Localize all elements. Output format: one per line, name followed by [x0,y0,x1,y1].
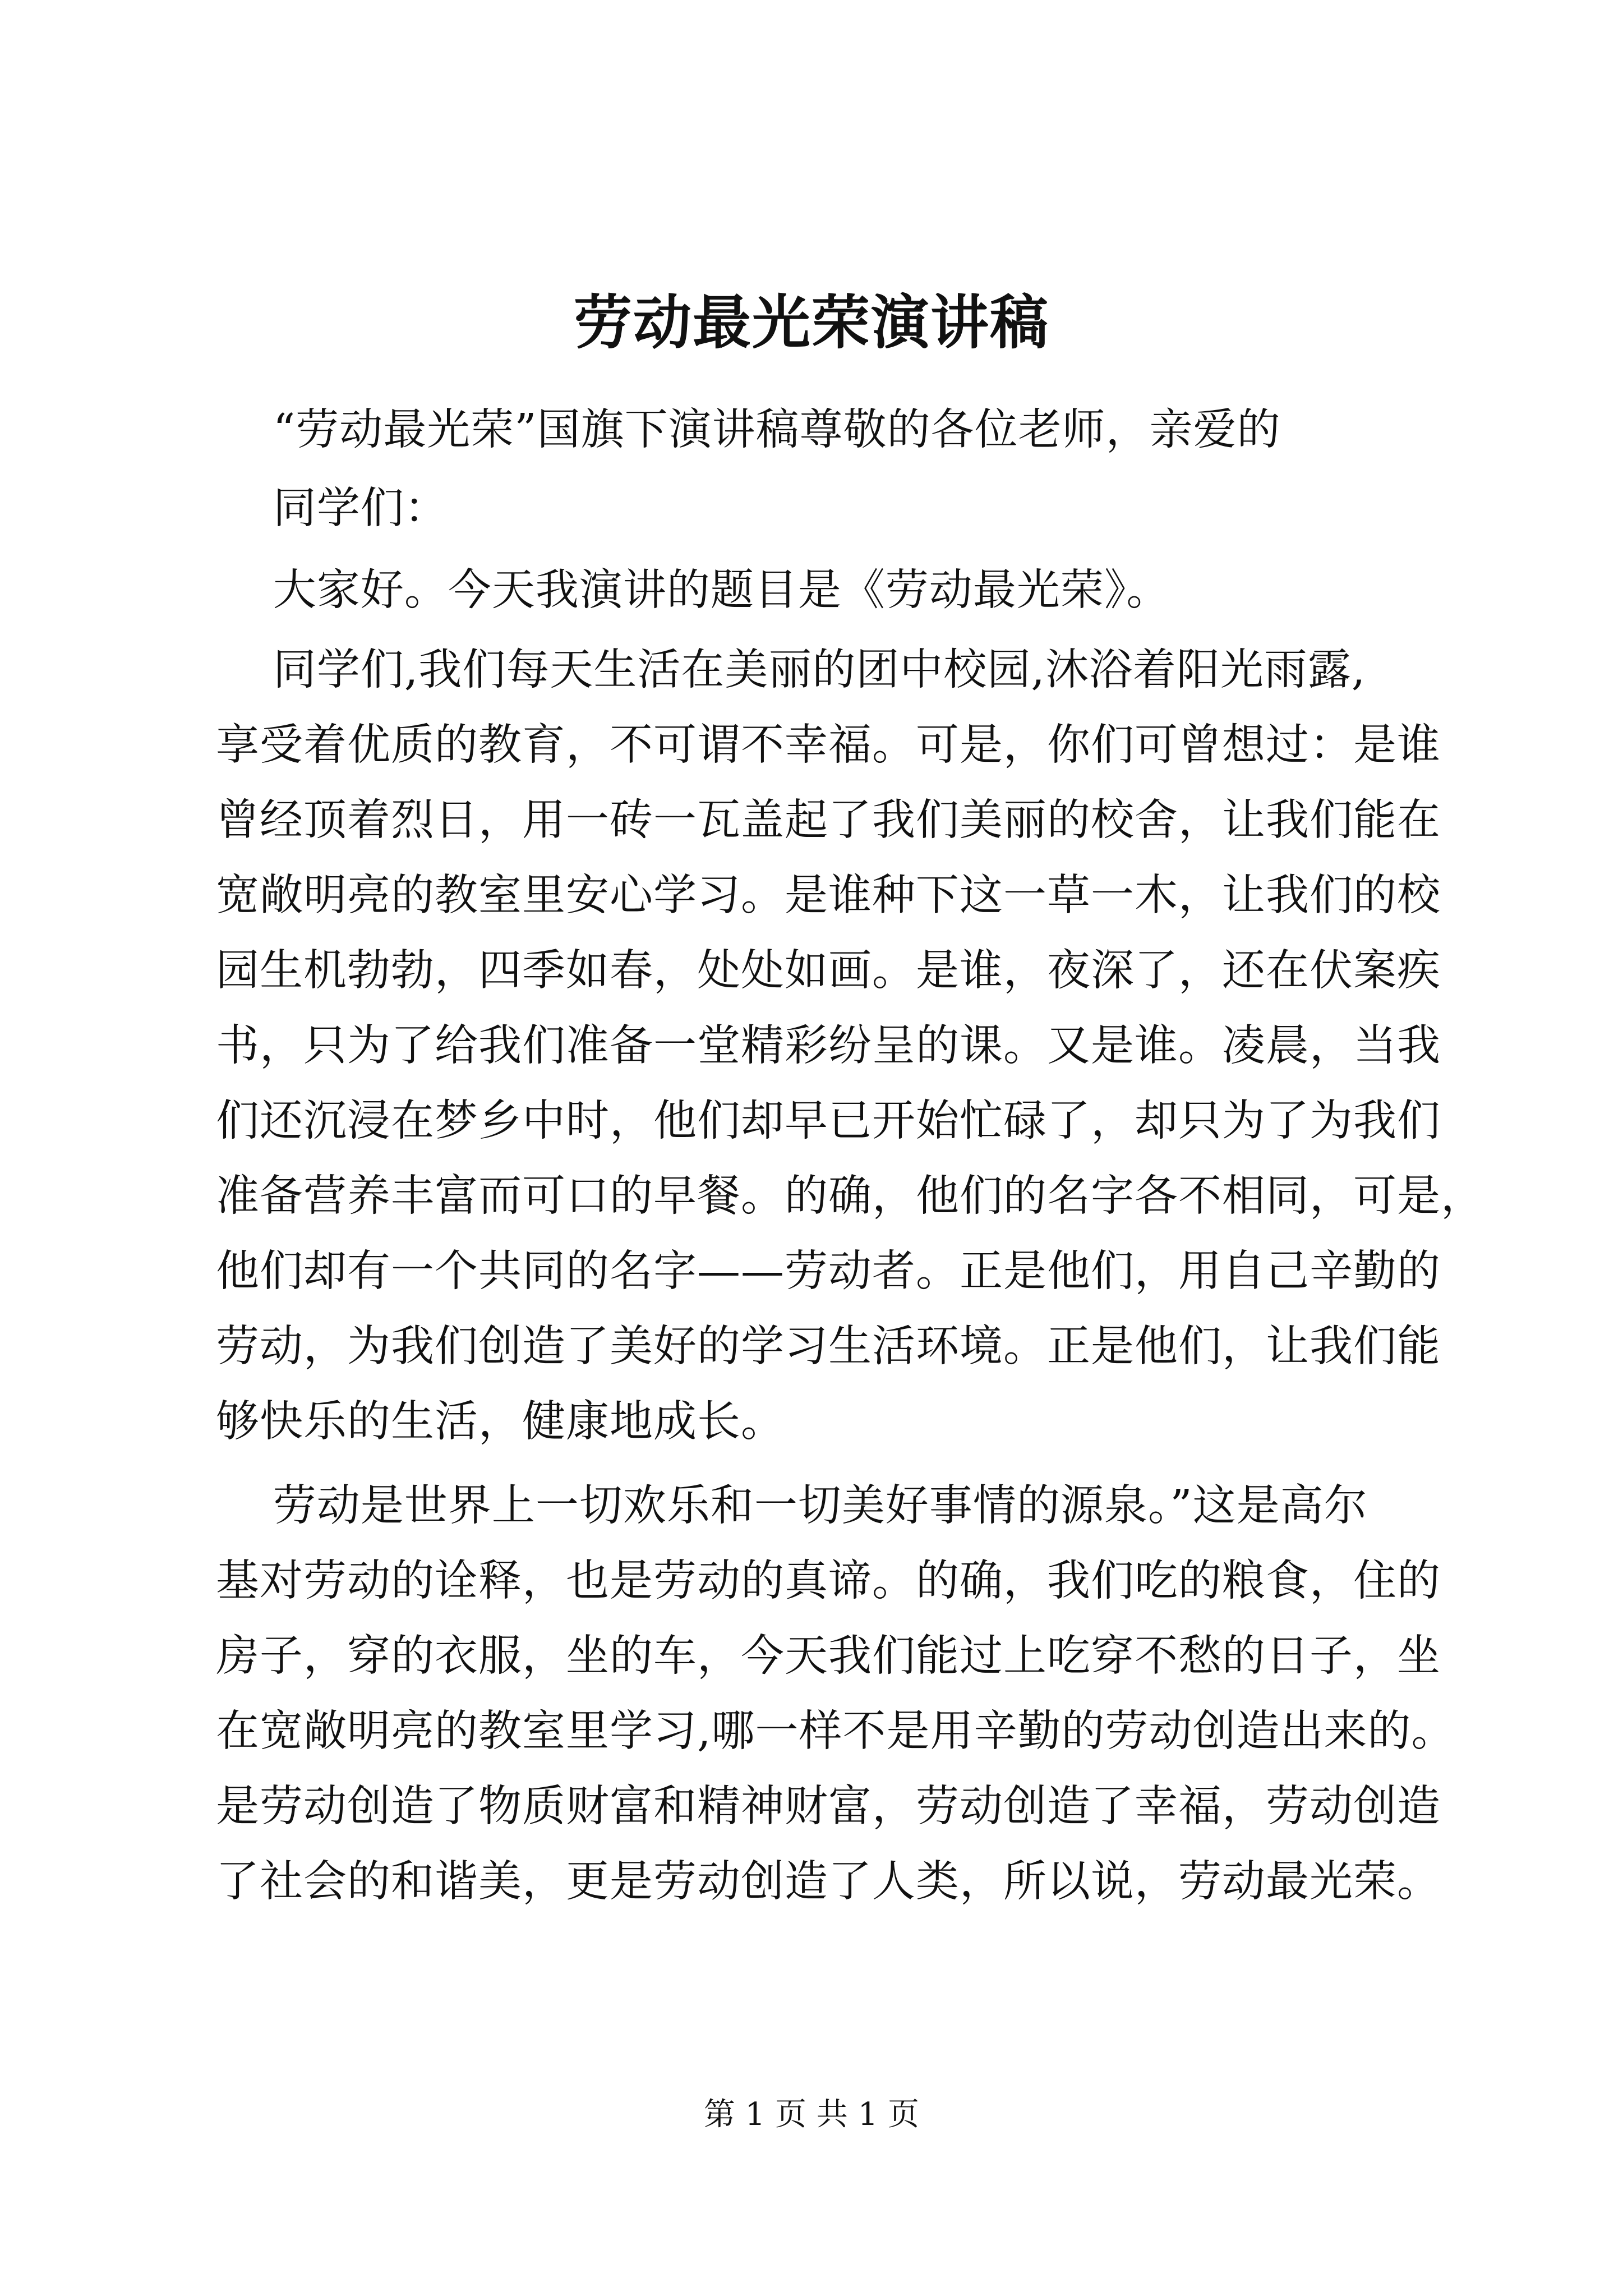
body-line: 曾经顶着烈日，用一砖一瓦盖起了我们美丽的校舍，让我们能在 [216,795,1441,845]
body-line: 大家好。今天我演讲的题目是《劳动最光荣》。 [216,565,1170,615]
body-line: 准备营养丰富而可口的早餐。的确，他们的名字各不相同，可是， [216,1171,1484,1221]
body-line: 宽敞明亮的教室里安心学习。是谁种下这一草一木，让我们的校 [216,871,1441,921]
body-line: 劳动，为我们创造了美好的学习生活环境。正是他们，让我们能 [216,1322,1441,1372]
page-footer: 第 1 页 共 1 页 [703,2096,920,2133]
body-line: 同学们： [216,484,448,533]
body-line: 基对劳动的诠释，也是劳动的真谛。的确，我们吃的粮食，住的 [216,1556,1441,1606]
body-line: “劳动最光荣”国旗下演讲稿尊敬的各位老师，亲爱的 [216,405,1281,455]
body-line: 够快乐的生活，健康地成长。 [216,1397,785,1447]
body-line: 书，只为了给我们准备一堂精彩纷呈的课。又是谁。凌晨，当我 [216,1021,1441,1071]
document-body [216,393,1484,1920]
body-line: 在宽敞明亮的教室里学习,哪一样不是用辛勤的劳动创造出来的。 [216,1706,1455,1756]
body-line: 了社会的和谐美，更是劳动创造了人类，所以说，劳动最光荣。 [216,1857,1441,1907]
body-line: 是劳动创造了物质财富和精神财富，劳动创造了幸福，劳动创造 [216,1782,1441,1832]
body-line: 们还沉浸在梦乡中时，他们却早已开始忙碌了，却只为了为我们 [216,1096,1441,1146]
body-line: 享受着优质的教育，不可谓不幸福。可是，你们可曾想过：是谁 [216,720,1441,770]
body-line: 劳动是世界上一切欢乐和一切美好事情的源泉。”这是高尔 [216,1481,1368,1531]
body-line: 同学们,我们每天生活在美丽的团中校园,沐浴着阳光雨露, [216,645,1366,695]
body-line: 园生机勃勃，四季如春，处处如画。是谁，夜深了，还在伏案疾 [216,946,1441,996]
document-title: 劳动最光荣演讲稿 [573,288,1049,357]
body-line: 他们却有一个共同的名字——劳动者。正是他们，用自己辛勤的 [216,1246,1441,1296]
body-line: 房子，穿的衣服，坐的车，今天我们能过上吃穿不愁的日子，坐 [216,1631,1441,1681]
